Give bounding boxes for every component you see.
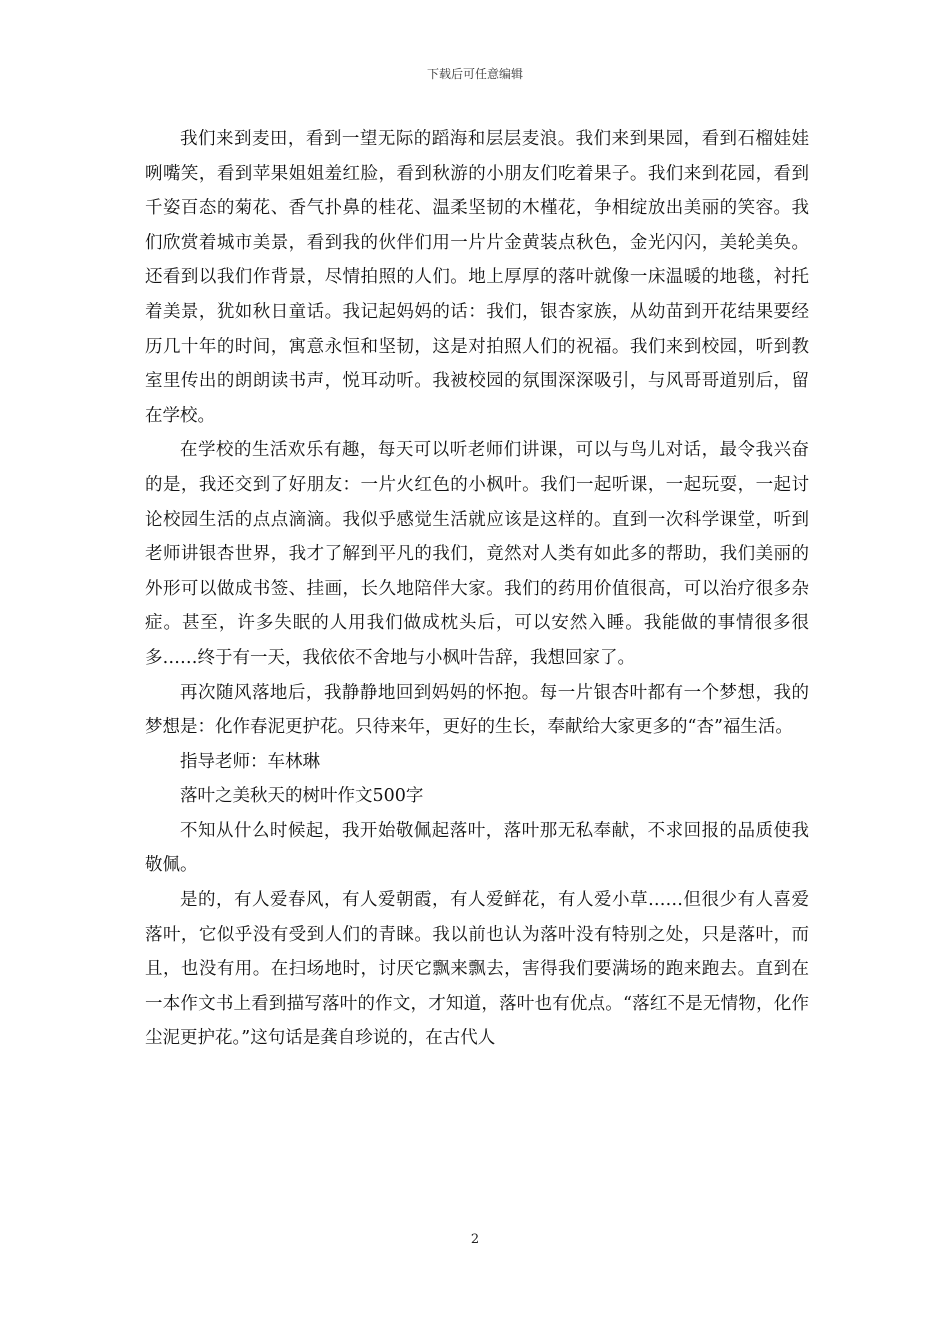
paragraph-4: 不知从什么时候起，我开始敬佩起落叶，落叶那无私奉献，不求回报的品质使我敬佩。 [145, 820, 809, 876]
document-body [145, 122, 809, 1056]
page-header: 下载后可任意编辑 [426, 67, 523, 81]
essay-title: 落叶之美秋天的树叶作文500字 [180, 786, 424, 807]
paragraph-1: 我们来到麦田，看到一望无际的蹈海和层层麦浪。我们来到果园，看到石榴娃娃咧嘴笑，看到苹果姐姐羞红脸，看到秋游的小朋友们吃着果子。我们来到花园，看到千姿百态的菊花、香气扑鼻的桂花、温柔坚韧的木槿花，争相绽放出美丽的笑容。我们欣赏着城市美景，看到我的伙伴们用一片片金黄装点秋色，金光闪闪，美轮美奂。还看到以我们作背景，尽情拍照的人们。地上厚厚的落叶就像一床温暖的地毯，衬托着美景，犹如秋日童话。我记起妈妈的话：我们，银杏家族，从幼苗到开花结果要经历几十年的时间，寓意永恒和坚韧，这是对拍照人们的祝福。我们来到校园，听到教室里传出的朗朗读书声，悦耳动听。我被校园的氛围深深吸引，与风哥哥道别后，留在学校。 [145, 129, 809, 426]
instructor-line: 指导老师：车林琳 [180, 751, 320, 772]
page-number: 2 [470, 1232, 480, 1247]
paragraph-3: 再次随风落地后，我静静地回到妈妈的怀抱。每一片银杏叶都有一个梦想，我的梦想是：化作春泥更护花。只待来年，更好的生长，奉献给大家更多的“杏”福生活。 [145, 682, 809, 738]
paragraph-5: 是的，有人爱春风，有人爱朝霞，有人爱鲜花，有人爱小草……但很少有人喜爱落叶，它似乎没有受到人们的青睐。我以前也认为落叶没有特别之处，只是落叶，而且，也没有用。在扫场地时，讨厌它飘来飘去，害得我们要满场的跑来跑去。直到在一本作文书上看到描写落叶的作文，才知道，落叶也有优点。“落红不是无情物，化作尘泥更护花。”这句话是龚自珍说的，在古代人 [145, 890, 809, 1049]
paragraph-2: 在学校的生活欢乐有趣，每天可以听老师们讲课，可以与鸟儿对话，最令我兴奋的是，我还交到了好朋友：一片火红色的小枫叶。我们一起听课，一起玩耍，一起讨论校园生活的点点滴滴。我似乎感觉生活就应该是这样的。直到一次科学课堂，听到老师讲银杏世界，我才了解到平凡的我们，竟然对人类有如此多的帮助，我们美丽的外形可以做成书签、挂画，长久地陪伴大家。我们的药用价值很高，可以治疗很多杂症。甚至，许多失眠的人用我们做成枕头后，可以安然入睡。我能做的事情很多很多……终于有一天，我依依不舍地与小枫叶告辞，我想回家了。 [145, 440, 809, 668]
